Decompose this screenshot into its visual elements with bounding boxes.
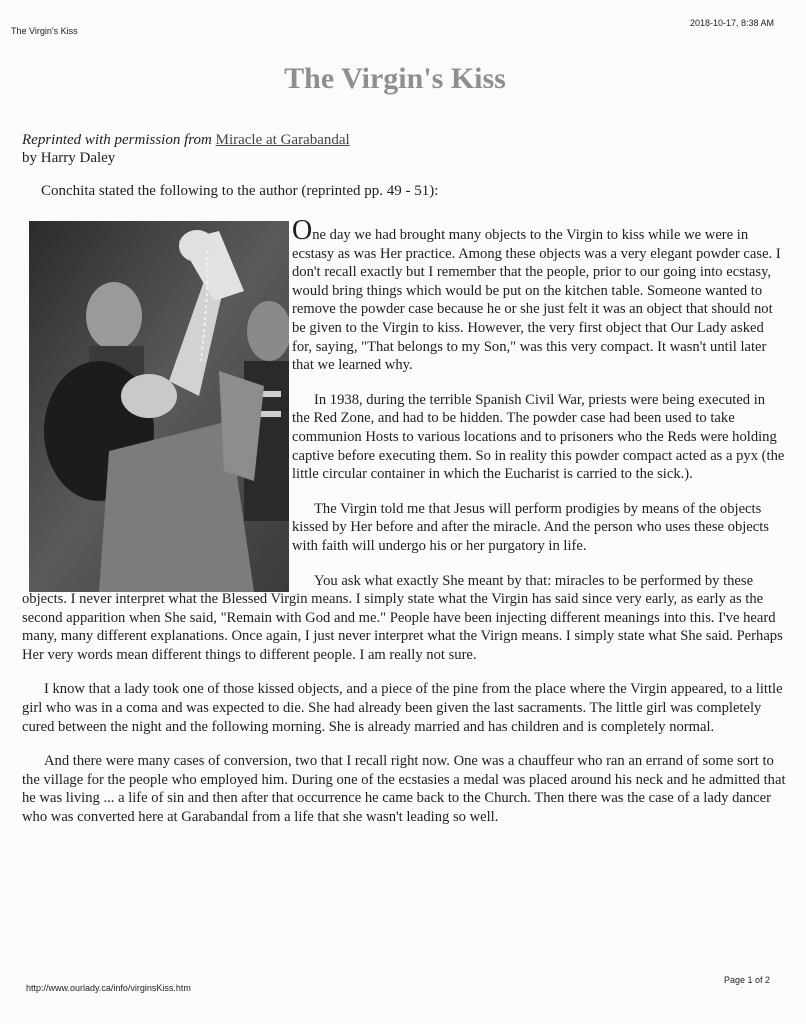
paragraph-1-text: ne day we had brought many objects to the Virgin to kiss while we were in ecstasy as was Her practice. Among these objects was a very elegant powder case. I don't recall exactly but I remember that the people, prior to our going into ecstasy, would bring things which would be put on the kitchen table. Someone wanted to remove the powder case because he or she just felt it was an object that should not be given to the Virgin to kiss. However, the very first object that Our Lady asked for, saying, "That belongs to my Son," was this very compact. It wasn't until later that we learned why. (292, 227, 781, 374)
paragraph-6: And there were many cases of conversion, two that I recall right now. One was a chauffeur who ran an errand of some sort to the village for the people who employed him. During one of the ecstasies a medal was placed around his neck and he admitted that he was living ... a life of sin and then after that occurrence he came back to the Church. Then there was the case of a lady dancer who was converted here at Garabandal from a life that she wasn't leading so well. (22, 753, 786, 826)
page-header-title: The Virgin's Kiss (11, 26, 78, 36)
footer-url: http://www.ourlady.ca/info/virginsKiss.htm (26, 983, 191, 993)
paragraph-2: In 1938, during the terrible Spanish Civil War, priests were being executed in the Red Zone, and had to be hidden. The powder case had been used to take communion Hosts to various locations and to prisoners who the Reds were holding captive before executing them. So in reality this powder compact acted as a pyx (the little circular container in which the Eucharist is carried to the sick.). (292, 391, 785, 483)
author-line: by Harry Daley (22, 150, 116, 166)
photo-float-spacer (22, 222, 292, 588)
credit-prefix: Reprinted with permission from (22, 132, 212, 148)
page-title: The Virgin's Kiss (284, 62, 506, 95)
page-number: Page 1 of 2 (723, 975, 770, 985)
article-body (22, 215, 786, 843)
paragraph-3: The Virgin told me that Jesus will perform prodigies by means of the objects kissed by Her before and after the miracle. And the person who uses these objects with faith will undergo his or her purgatory in life. (292, 500, 769, 554)
paragraph-4: You ask what exactly She meant by that: miracles to be performed by these objects. I never interpret what the Blessed Virgin means. I simply state what the Virgin has said since very early, as early as the second apparition when She said, "Remain with God and me." People have been injecting different meanings into this. I've heard many, many different explanations. Once again, I just never interpret what the Virign means. I simply state what She said. Perhaps Her very words mean different things to different people. I am really not sure. (22, 572, 783, 663)
drop-cap: O (292, 215, 313, 246)
credit-block (22, 131, 350, 167)
paragraph-5: I know that a lady took one of those kissed objects, and a piece of the pine from the place where the Virgin appeared, to a little girl who was in a coma and was expected to die. She had already been given the last sacraments. The little girl was completely cured between the night and the following morning. She is already married and has children and is completely normal. (22, 681, 783, 735)
book-link[interactable]: Miracle at Garabandal (215, 132, 350, 148)
print-timestamp: 2018-10-17, 8:38 AM (689, 18, 774, 28)
intro-text: Conchita stated the following to the author (reprinted pp. 49 - 51): (41, 183, 439, 199)
